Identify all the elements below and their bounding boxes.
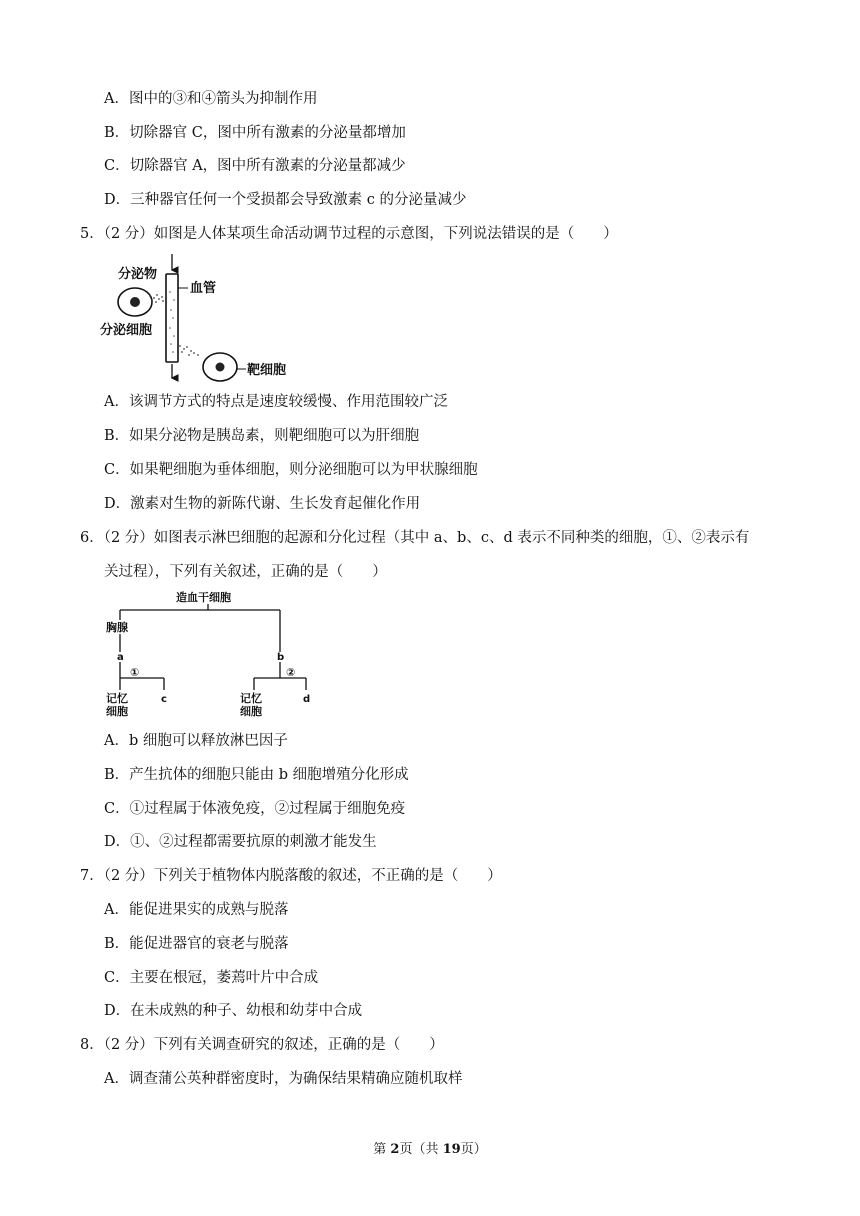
blood-vessel [166, 274, 178, 362]
footer-prefix: 第 [373, 1142, 391, 1157]
cell-d-label: d [303, 694, 311, 705]
q4-option-d: D．三种器官任何一个受损都会导致激素 c 的分泌量减少 [104, 192, 467, 208]
cell-a-label: a [117, 652, 124, 663]
target-cell-label: 靶细胞 [247, 363, 287, 378]
footer-middle: 页（共 [399, 1142, 443, 1157]
process-2-label: ② [286, 666, 296, 679]
memory-cell-right-label-1: 记忆 [240, 692, 262, 705]
secreting-cell-label: 分泌细胞 [100, 323, 153, 338]
stem-cell-label: 造血干细胞 [176, 591, 231, 604]
q8-stem: 8．（2 分）下列有关调查研究的叙述，正确的是（ ） [80, 1037, 444, 1053]
footer-suffix: 页） [460, 1142, 487, 1157]
q4-option-c: C．切除器官 A，图中所有激素的分泌量都减少 [104, 158, 406, 174]
q6-option-c: C．①过程属于体液免疫，②过程属于细胞免疫 [104, 801, 406, 817]
q5-option-c: C．如果靶细胞为垂体细胞，则分泌细胞可以为甲状腺细胞 [104, 462, 478, 478]
memory-cell-left-label-1: 记忆 [106, 692, 128, 705]
q7-option-c: C．主要在根冠，萎蔫叶片中合成 [104, 970, 319, 986]
q7-option-d: D．在未成熟的种子、幼根和幼芽中合成 [104, 1003, 363, 1019]
secreting-cell-nucleus [130, 297, 140, 307]
page-footer [0, 1138, 860, 1157]
q7-stem: 7．（2 分）下列关于植物体内脱落酸的叙述，不正确的是（ ） [80, 868, 502, 884]
q7-option-a: A．能促进果实的成熟与脱落 [104, 902, 289, 918]
q6-option-d: D．①、②过程都需要抗原的刺激才能发生 [104, 834, 377, 850]
q6-figure [100, 590, 330, 722]
memory-cell-right-label-2: 细胞 [240, 705, 262, 718]
q6-option-a: A．b 细胞可以释放淋巴因子 [104, 733, 288, 749]
footer-page-number: 2 [390, 1142, 400, 1157]
q4-option-b: B．切除器官 C，图中所有激素的分泌量都增加 [104, 125, 406, 141]
thymus-label: 胸腺 [106, 621, 128, 634]
q5-option-a: A．该调节方式的特点是速度较缓慢、作用范围较广泛 [104, 394, 448, 410]
q5-option-d: D．激素对生物的新陈代谢、生长发育起催化作用 [104, 496, 421, 512]
q5-option-b: B．如果分泌物是胰岛素，则靶细胞可以为肝细胞 [104, 428, 420, 444]
q7-option-b: B．能促进器官的衰老与脱落 [104, 936, 289, 952]
process-1-label: ① [130, 666, 140, 679]
q5-figure [96, 252, 306, 386]
target-cell-nucleus [216, 363, 225, 372]
cell-c-label: c [161, 694, 167, 705]
footer-total-pages: 19 [442, 1142, 461, 1157]
q8-option-a: A．调查蒲公英种群密度时，为确保结果精确应随机取样 [104, 1071, 463, 1087]
q4-option-a: A．图中的③和④箭头为抑制作用 [104, 91, 318, 107]
vessel-label: 血管 [190, 281, 217, 296]
q5-stem: 5．（2 分）如图是人体某项生命活动调节过程的示意图，下列说法错误的是（ ） [80, 226, 618, 242]
memory-cell-left-label-2: 细胞 [106, 705, 128, 718]
q6-stem-line1: 6．（2 分）如图表示淋巴细胞的起源和分化过程（其中 a、b、c、d 表示不同种类的细胞，①、②表示有 [80, 530, 750, 546]
q6-option-b: B．产生抗体的细胞只能由 b 细胞增殖分化形成 [104, 767, 409, 783]
secretion-label: 分泌物 [118, 267, 158, 282]
q6-stem-line2: 关过程），下列有关叙述，正确的是（ ） [104, 564, 387, 580]
cell-b-label: b [277, 652, 285, 663]
